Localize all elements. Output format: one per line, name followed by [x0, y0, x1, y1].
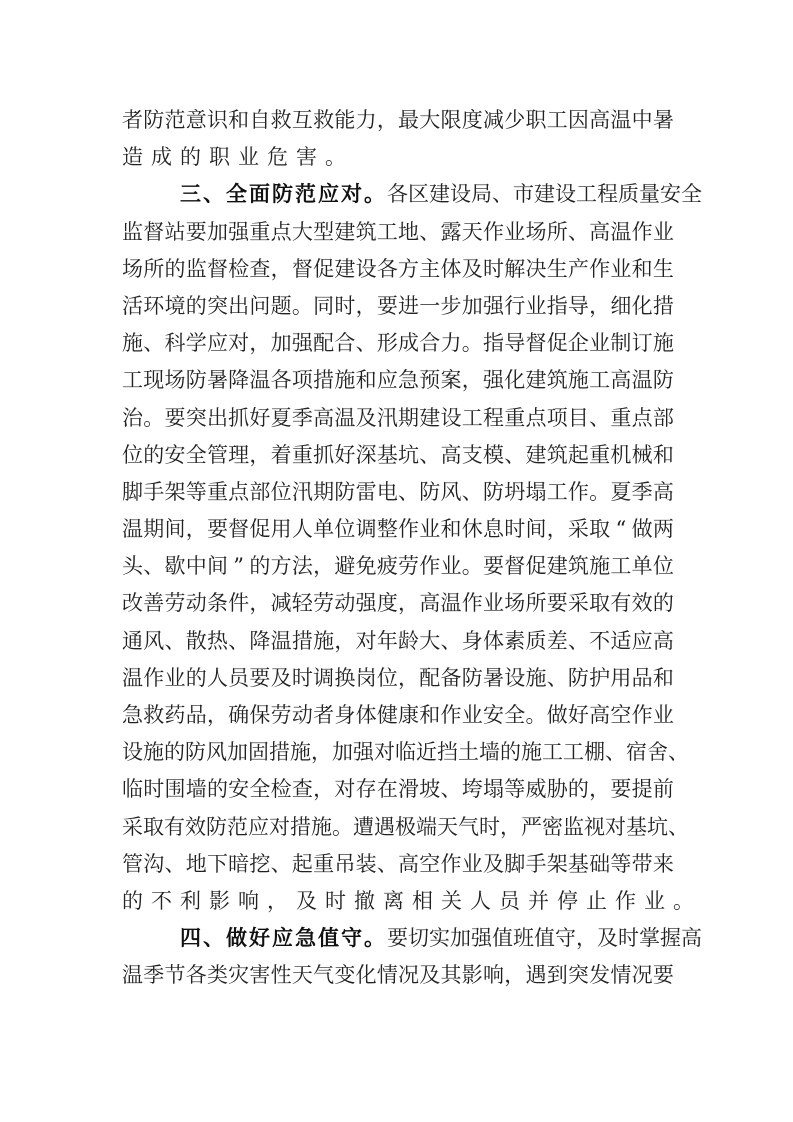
- text-line: 治 。 要 突 出 抓 好 夏 季 高 温 及 汛 期 建 设 工 程 重 点 项 目 、 重 点 部: [122, 405, 674, 430]
- text-line: 改 善 劳 动 条 件 ， 减 轻 劳 动 强 度 ， 高 温 作 业 场 所 要 采 取 有 效 的: [122, 591, 674, 616]
- text-line: 监 督 站 要 加 强 重 点 大 型 建 筑 工 地 、 露 天 作 业 场 所 、 高 温 作 业: [122, 219, 674, 244]
- text-line: 温 季 节 各 类 灾 害 性 天 气 变 化 情 况 及 其 影 响 ， 遇 到 突 发 情 况 要: [122, 963, 674, 988]
- text-line: 温 作 业 的 人 员 要 及 时 调 换 岗 位 ， 配 备 防 暑 设 施 、 防 护 用 品 和: [122, 665, 674, 690]
- text-line: 设 施 的 防 风 加 固 措 施 ， 加 强 对 临 近 挡 土 墙 的 施 工 工 棚 、 宿 舍 、: [122, 740, 689, 765]
- section-heading: 三、全面防范应对。: [180, 182, 387, 207]
- text-span: 要 切 实 加 强 值 班 值 守 ， 及 时 掌 握 高: [387, 926, 702, 951]
- paragraph-section-4: [122, 920, 702, 994]
- text-line: 采 取 有 效 防 范 应 对 措 施 。 遭 遇 极 端 天 气 时 ， 严 密 监 视 对 基 坑 、: [122, 814, 689, 839]
- text-line: 温 期 间 ， 要 督 促 用 人 单 位 调 整 作 业 和 休 息 时 间 ， 采 取 “ 做 两: [122, 517, 674, 542]
- text-line: 头 、 歇 中 间 ” 的 方 法 ， 避 免 疲 劳 作 业 。 要 督 促 建 筑 施 工 单 位: [122, 554, 674, 579]
- text-line: 管 沟 、 地 下 暗 挖 、 起 重 吊 装 、 高 空 作 业 及 脚 手 架 基 础 等 带 来: [122, 851, 674, 876]
- text-line: 场 所 的 监 督 检 查 ， 督 促 建 设 各 方 主 体 及 时 解 决 生 产 作 业 和 生: [122, 256, 674, 281]
- text-line: 造成的职业危害。: [122, 145, 354, 170]
- text-line: 的不利影响，及时撤离相关人员并停止作业。: [122, 888, 702, 913]
- document-page: [122, 102, 702, 995]
- text-line: 活 环 境 的 突 出 问 题 。 同 时 ， 要 进 一 步 加 强 行 业 指 导 ， 细 化 措: [122, 293, 674, 318]
- text-line: [122, 176, 702, 213]
- text-line: 通 风 、 散 热 、 降 温 措 施 ， 对 年 龄 大 、 身 体 素 质 差 、 不 适 应 高: [122, 628, 674, 653]
- paragraph-section-3: [122, 176, 702, 920]
- paragraph-continuation: [122, 102, 674, 176]
- text-line: 临 时 围 墙 的 安 全 检 查 ， 对 存 在 滑 坡 、 垮 塌 等 威 胁 的 ， 要 提 前: [122, 777, 674, 802]
- section-heading: 四、做好应急值守。: [180, 926, 387, 951]
- text-line: 者 防 范 意 识 和 自 救 互 救 能 力 ， 最 大 限 度 减 少 职 工 因 高 温 中 暑: [122, 108, 674, 132]
- text-line: 施 、 科 学 应 对 ， 加 强 配 合 、 形 成 合 力 。 指 导 督 促 企 业 制 订 施: [122, 331, 674, 356]
- text-line: 工 现 场 防 暑 降 温 各 项 措 施 和 应 急 预 案 ， 强 化 建 筑 施 工 高 温 防: [122, 368, 674, 393]
- text-line: 位 的 安 全 管 理 ， 着 重 抓 好 深 基 坑 、 高 支 模 、 建 筑 起 重 机 械 和: [122, 442, 674, 467]
- text-line: [122, 920, 702, 957]
- text-span: 各 区 建 设 局 、 市 建 设 工 程 质 量 安 全: [387, 182, 702, 207]
- text-line: 脚 手 架 等 重 点 部 位 汛 期 防 雷 电 、 防 风 、 防 坍 塌 工 作 。 夏 季 高: [122, 479, 674, 504]
- text-line: 急 救 药 品 ， 确 保 劳 动 者 身 体 健 康 和 作 业 安 全 。 做 好 高 空 作 业: [122, 703, 674, 727]
